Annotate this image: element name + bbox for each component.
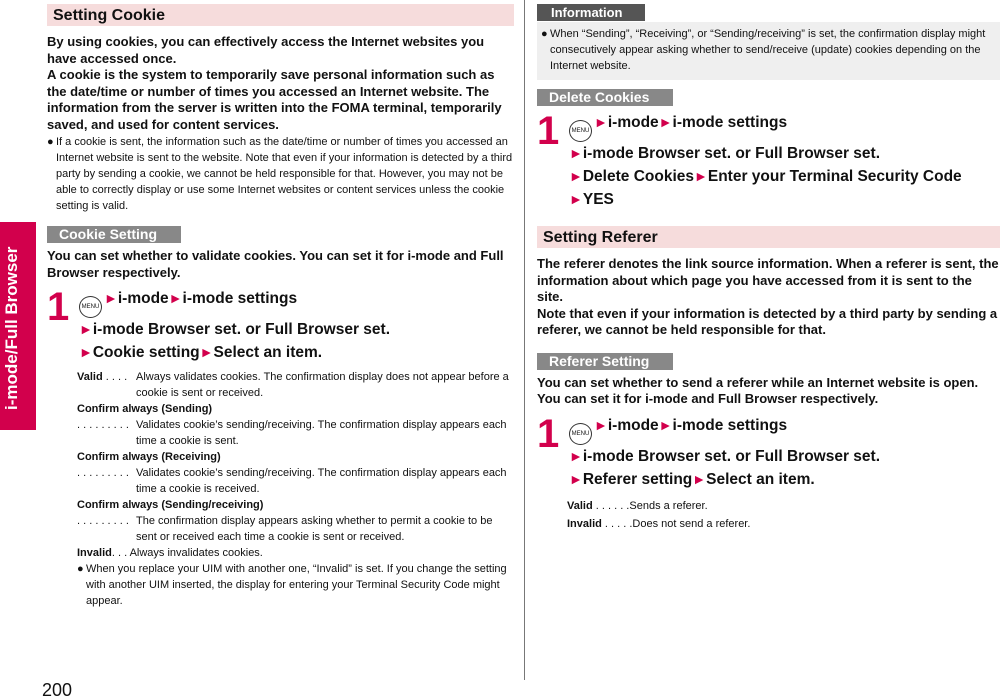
bullet-icon: ● (541, 28, 548, 40)
right-column (537, 0, 1000, 533)
page-number: 200 (42, 680, 73, 697)
option-sending: . . . . . . . . . Validates cookie’s sending/receiving. The confirmation display appears each time a cookie is sent. (77, 419, 507, 447)
section-title-setting-cookie: Setting Cookie (47, 4, 514, 26)
side-tab-label: i-mode/Full Browser (2, 246, 21, 410)
bullet-icon: ● (77, 563, 84, 575)
sub-title-cookie-setting: Cookie Setting (47, 226, 181, 243)
sub-title-referer-setting: Referer Setting (537, 353, 673, 370)
ref-option-invalid: Invalid . . . . .Does not send a referer. (567, 517, 751, 530)
option-invalid: Invalid. . . Always invalidates cookies. (77, 547, 263, 559)
option-sending-label: Confirm always (Sending) (77, 403, 213, 415)
arrow-icon: ► (569, 191, 583, 207)
arrow-icon: ► (658, 114, 673, 130)
menu-key-icon: MENU (79, 296, 102, 318)
option-receiving-label: Confirm always (Receiving) (77, 451, 221, 463)
referer-note: Note that even if your information is detected by a third party by sending a referer, we cannot be held responsible for that. (537, 305, 998, 337)
arrow-icon: ► (594, 114, 608, 130)
cookie-setting-header (47, 226, 514, 244)
menu-key-icon: MENU (569, 120, 592, 142)
arrow-icon: ► (569, 447, 583, 464)
referer-intro: The referer denotes the link source information. When a referer is sent, the information about which page you have accessed from it is sent to the site. (537, 256, 999, 304)
option-both: . . . . . . . . . The confirmation display appears asking whether to permit a cookie to be sent or received each time a cookie is sent or received. (77, 515, 493, 543)
referer-options (537, 497, 1000, 533)
arrow-icon: ► (569, 145, 583, 161)
arrow-icon: ► (199, 344, 214, 360)
cookie-definition: A cookie is the system to temporarily save personal information such as the date/time or number of times you accessed an Internet website. The information from the server is written into the FOMA terminal, temporarily saved, and used for content services. (47, 67, 502, 132)
arrow-icon: ► (104, 290, 118, 306)
arrow-icon: ► (694, 168, 708, 184)
option-receiving: . . . . . . . . . Validates cookie’s sending/receiving. The confirmation display appears each time a cookie is received. (77, 467, 507, 495)
section-title-setting-referer: Setting Referer (537, 226, 1000, 248)
delete-step: 1 MENU►i-mode►i-mode settings ►i-mode Browser set. or Full Browser set. ►Delete Cookies►Enter your Terminal Security Code ►YES (537, 109, 962, 208)
column-divider (524, 0, 525, 680)
step-number: 1 (537, 411, 560, 456)
referer-setting-intro: You can set whether to send a referer while an Internet website is open. You can set it for i-mode and Full Browser respectively. (537, 374, 979, 406)
option-valid: Valid . . . . Always validates cookies. The confirmation display does not appear before a cookie is sent or received. (77, 371, 509, 399)
step-number: 1 (47, 285, 70, 329)
arrow-icon: ► (569, 168, 583, 184)
cookie-step: 1 MENU►i-mode►i-mode settings ►i-mode Browser set. or Full Browser set. ►Cookie setting►Select an item. (47, 285, 391, 361)
arrow-icon: ► (168, 290, 183, 306)
left-column (47, 0, 514, 609)
bullet-icon: ● (47, 136, 54, 148)
menu-key-icon: MENU (569, 423, 592, 445)
step-number: 1 (537, 109, 560, 153)
referer-step: 1 MENU►i-mode►i-mode settings ►i-mode Browser set. or Full Browser set. ►Referer setting►Select an item. (537, 411, 881, 488)
cookie-options (47, 369, 514, 609)
option-both-label: Confirm always (Sending/receiving) (77, 499, 264, 511)
arrow-icon: ► (658, 416, 673, 433)
arrow-icon: ► (692, 470, 707, 487)
arrow-icon: ► (79, 321, 93, 337)
cookie-intro: By using cookies, you can effectively access the Internet websites you have accessed once. (47, 34, 485, 66)
arrow-icon: ► (569, 470, 583, 487)
uim-note: ● When you replace your UIM with another one, “Invalid” is set. If you change the setting with another UIM inserted, the display for entering your Terminal Security Code might appear. (77, 563, 507, 607)
referer-setting-header (537, 353, 1000, 371)
arrow-icon: ► (79, 344, 93, 360)
arrow-icon: ► (594, 416, 608, 433)
delete-cookies-header (537, 89, 1000, 107)
cookie-setting-intro: You can set whether to validate cookies. You can set it for i-mode and Full Browser respectively. (47, 248, 504, 280)
ref-option-valid: Valid . . . . . .Sends a referer. (567, 499, 708, 512)
information-box (537, 22, 1000, 80)
info-note: ● When “Sending”, “Receiving”, or “Sending/receiving” is set, the confirmation display might consecutively appear asking whether to send/receive (update) cookies depending on the Internet website. (541, 28, 986, 72)
information-header (537, 4, 1000, 22)
info-title: Information (537, 4, 645, 21)
sub-title-delete-cookies: Delete Cookies (537, 89, 673, 106)
cookie-note: ● If a cookie is sent, the information such as the date/time or number of times you accessed an Internet website is sent to the website. Note that even if your information is detected by a third party by sending a cookie, we cannot be held responsible for that. However, you may not be able to correctly display or use some Internet websites or content services unless the cookie setting is valid. (47, 136, 513, 212)
